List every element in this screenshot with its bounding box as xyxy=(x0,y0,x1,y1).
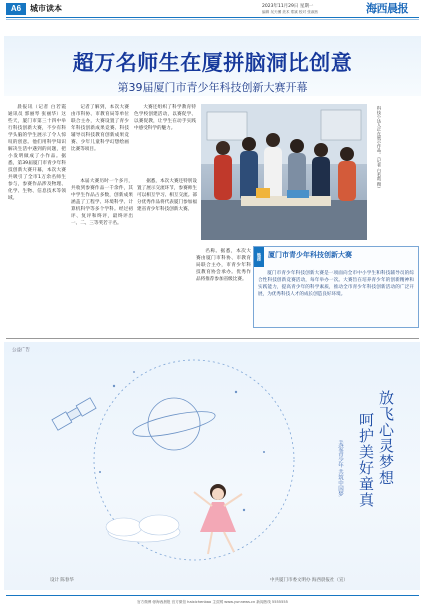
news-photo xyxy=(201,104,367,240)
info-box-tag: 链接 xyxy=(254,247,264,267)
article-column-3: 大赛还组织了科学教育特色学校创建活动，以赛促学、以赛促教，让学生在动手实践中感受科学的魅力。 xyxy=(134,105,196,131)
ad-publisher-credit: 中共厦门市委文明办 海西晨报社（宣） xyxy=(270,578,348,583)
section-title: 城市读本 xyxy=(30,4,62,13)
photo-caption: 科技小达人正在展示作品。（记者 白若霞 摄） xyxy=(377,106,382,191)
ad-divider xyxy=(6,338,419,339)
issue-date: 2023年11月29日 星期一 xyxy=(262,4,314,9)
ad-slogan-primary: 放飞心灵梦想 xyxy=(377,390,395,486)
article-column-5: 据悉，本次大赛还特别设置了展示交流环节，参赛师生可以相互学习、相互交流。部分优秀作品将代表厦门参加福建省青少年科技创新大赛。 xyxy=(137,179,197,212)
ad-slogan-secondary: 呵护美好童真 xyxy=(357,412,375,508)
article-column-6: 名称。据悉，本次大赛由厦门市科协、市教育局联合主办，市青少年科技教育协会承办。优秀作品将推荐参加省级比赛。 xyxy=(196,249,251,282)
planet-icon xyxy=(131,398,217,450)
footer-contacts: 官方微博 @海西晨报 官方微信 haixichenbao 主页网 www.yunnews.cn 新闻热线 5555555 xyxy=(137,600,288,604)
article-column-4: 本届大赛历时一个多月，共收到参赛作品一千余件，其中学生作品占多数，创新成果涵盖了工程学、环境科学、计算机科学等多个学科。经过初评、复评和终评，最终评出一、二、三等奖若干名。 xyxy=(71,179,133,226)
footer-rule xyxy=(6,595,419,596)
subheadline: 第39届厦门市青少年科技创新大赛开幕 xyxy=(117,81,308,94)
headline: 超万名师生在厦拼脑洞比创意 xyxy=(72,51,353,75)
article-column-1: 晨报讯（记者 白若霞 通讯员 郭丽琴 张丽华）这些天，厦门市第三十四中举行科技创新大赛，不少有科学头脑的学生展示了令人惊叹的创意。他们用科学知识解决生活中遇到的问题，把小发明做成了小作品。据悉，第39届厦门市青少年科技创新大赛开幕，本次大赛共吸引了全市1万余名师生参与，参赛作品涉及物理、化学、生物、信息技术等领域。 xyxy=(8,105,66,201)
editor-credits: 编辑 吴天骥 美术 郑斌 校对 张淑茜 xyxy=(262,10,319,14)
dancing-girl-figure xyxy=(194,484,242,554)
ad-corner-label: 公益广告 xyxy=(12,348,30,353)
header-rule xyxy=(6,17,419,18)
page-number-badge: A6 xyxy=(6,3,26,15)
news-photo-illustration xyxy=(201,104,367,240)
info-box-title: 厦门市青少年科技创新大赛 xyxy=(268,251,352,259)
header-rule-thin xyxy=(6,19,419,20)
ad-designer-credit: 设计 陈春华 xyxy=(50,578,74,583)
satellite-icon xyxy=(52,398,96,430)
article-column-2: 记者了解到，本次大赛由市科协、市教育局等单位联合主办，大赛设置了青少年科技创新成果竞赛、科技辅导员科技教育创新成果竞赛、少年儿童科学幻想绘画比赛等项目。 xyxy=(71,105,129,152)
ad-subslogan: 关爱青少年 共筑中国梦 xyxy=(337,440,343,497)
newspaper-logo: 海西晨报 xyxy=(366,2,408,15)
info-box-body: 厦门市青少年科技创新大赛是一项面向全市中小学生和科技辅导员的综合性科技创新竞赛活动，每年举办一次。大赛旨在培养青少年的创新精神和实践能力，提高青少年的科学素质，推动全市青少年科技创新活动的广泛开展，为优秀科技人才的成长创造良好环境。 xyxy=(258,271,414,297)
